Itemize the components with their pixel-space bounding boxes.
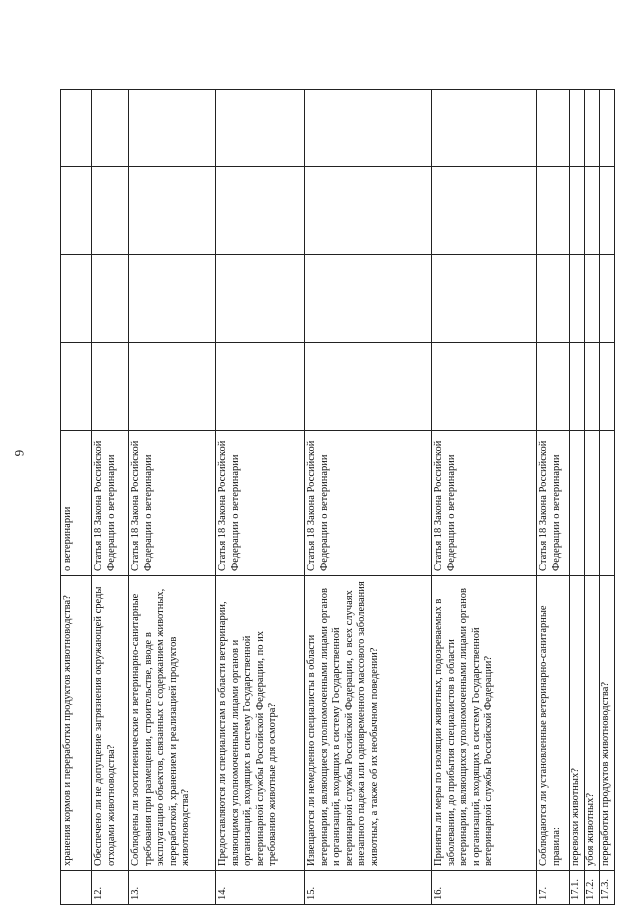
item-number-cell: 17.: [537, 871, 570, 905]
answer-yes-cell: [129, 343, 216, 431]
legal-reference-cell: [570, 431, 585, 576]
answer-no-cell: [216, 255, 305, 343]
page-number: 6: [12, 449, 27, 457]
answer-na-cell: [600, 167, 615, 255]
answer-no-cell: [61, 255, 92, 343]
answer-yes-cell: [570, 343, 585, 431]
notes-cell: [216, 90, 305, 167]
legal-reference-cell: Статья 18 Закона Российской Федерации о ветеринарии: [216, 431, 305, 576]
answer-na-cell: [61, 167, 92, 255]
question-cell: Приняты ли меры по изоляции животных, подозреваемых в заболевании, до прибытия специалистов в области ветеринарии, являющихся уполномоченными лицами органов и организаций, входящих в систему Государственной ветеринарной службы Российской Федерации?: [432, 576, 537, 871]
answer-yes-cell: [600, 343, 615, 431]
item-number-cell: 14.: [216, 871, 305, 905]
item-number-cell: 17.1.: [570, 871, 585, 905]
legal-reference-cell: Статья 18 Закона Российской Федерации о ветеринарии: [432, 431, 537, 576]
answer-yes-cell: [432, 343, 537, 431]
question-cell: перевозки животных?: [570, 576, 585, 871]
answer-no-cell: [570, 255, 585, 343]
question-cell: Обеспечено ли не допущение загрязнения окружающей среды отходами животноводства?: [92, 576, 129, 871]
checklist-table-body: [61, 90, 615, 905]
answer-no-cell: [585, 255, 600, 343]
question-cell: Соблюдены ли зоогигиенические и ветеринарно-санитарные требования при размещении, строительстве, вводе в эксплуатацию объектов, связанных с содержанием животных, переработкой, хранением и реализацией продуктов животноводства?: [129, 576, 216, 871]
item-number-cell: 12.: [92, 871, 129, 905]
answer-na-cell: [585, 167, 600, 255]
question-cell: переработки продуктов животноводства?: [600, 576, 615, 871]
item-number-cell: 17.3.: [600, 871, 615, 905]
item-number-cell: [61, 871, 92, 905]
answer-no-cell: [129, 255, 216, 343]
notes-cell: [432, 90, 537, 167]
answer-no-cell: [600, 255, 615, 343]
checklist-table-wrapper: [60, 90, 611, 905]
answer-no-cell: [537, 255, 570, 343]
answer-yes-cell: [537, 343, 570, 431]
answer-no-cell: [305, 255, 432, 343]
table-row: [61, 90, 92, 905]
notes-cell: [585, 90, 600, 167]
legal-reference-cell: о ветеринарии: [61, 431, 92, 576]
notes-cell: [92, 90, 129, 167]
answer-na-cell: [216, 167, 305, 255]
table-row: [537, 90, 570, 905]
item-number-cell: 16.: [432, 871, 537, 905]
legal-reference-cell: Статья 18 Закона Российской Федерации о ветеринарии: [129, 431, 216, 576]
answer-yes-cell: [585, 343, 600, 431]
legal-reference-cell: Статья 18 Закона Российской Федерации о ветеринарии: [305, 431, 432, 576]
legal-reference-cell: [600, 431, 615, 576]
answer-na-cell: [537, 167, 570, 255]
answer-no-cell: [92, 255, 129, 343]
notes-cell: [600, 90, 615, 167]
answer-no-cell: [432, 255, 537, 343]
table-row: [432, 90, 537, 905]
question-cell: хранения кормов и переработки продуктов животноводства?: [61, 576, 92, 871]
item-number-cell: 15.: [305, 871, 432, 905]
question-cell: Соблюдаются ли установленные ветеринарно-санитарные правила:: [537, 576, 570, 871]
table-row: [305, 90, 432, 905]
table-row: [216, 90, 305, 905]
question-cell: Предоставляются ли специалистам в области ветеринарии, являющимся уполномоченными лицами органов и организаций, входящих в систему Государственной ветеринарной службы Российской Федерации, по их требованию животные для осмотра?: [216, 576, 305, 871]
table-row: [129, 90, 216, 905]
legal-reference-cell: Статья 18 Закона Российской Федерации о ветеринарии: [537, 431, 570, 576]
answer-na-cell: [305, 167, 432, 255]
legal-reference-cell: [585, 431, 600, 576]
table-row: [600, 90, 615, 905]
notes-cell: [570, 90, 585, 167]
answer-yes-cell: [92, 343, 129, 431]
notes-cell: [537, 90, 570, 167]
table-row: [585, 90, 600, 905]
item-number-cell: 13.: [129, 871, 216, 905]
notes-cell: [129, 90, 216, 167]
answer-na-cell: [129, 167, 216, 255]
answer-yes-cell: [61, 343, 92, 431]
table-row: [570, 90, 585, 905]
answer-na-cell: [432, 167, 537, 255]
answer-na-cell: [92, 167, 129, 255]
answer-na-cell: [570, 167, 585, 255]
table-row: [92, 90, 129, 905]
notes-cell: [61, 90, 92, 167]
answer-yes-cell: [216, 343, 305, 431]
legal-reference-cell: Статья 18 Закона Российской Федерации о ветеринарии: [92, 431, 129, 576]
answer-yes-cell: [305, 343, 432, 431]
question-cell: Извещаются ли немедленно специалисты в области ветеринарии, являющиеся уполномоченными лицами органов и организаций, входящих в систему Государственной ветеринарной службы Российской Федерации, о всех случаях внезапного падежа или одновременного массового заболевания животных, а также об их необычном поведении?: [305, 576, 432, 871]
notes-cell: [305, 90, 432, 167]
checklist-table: [60, 89, 615, 905]
question-cell: убоя животных?: [585, 576, 600, 871]
item-number-cell: 17.2.: [585, 871, 600, 905]
